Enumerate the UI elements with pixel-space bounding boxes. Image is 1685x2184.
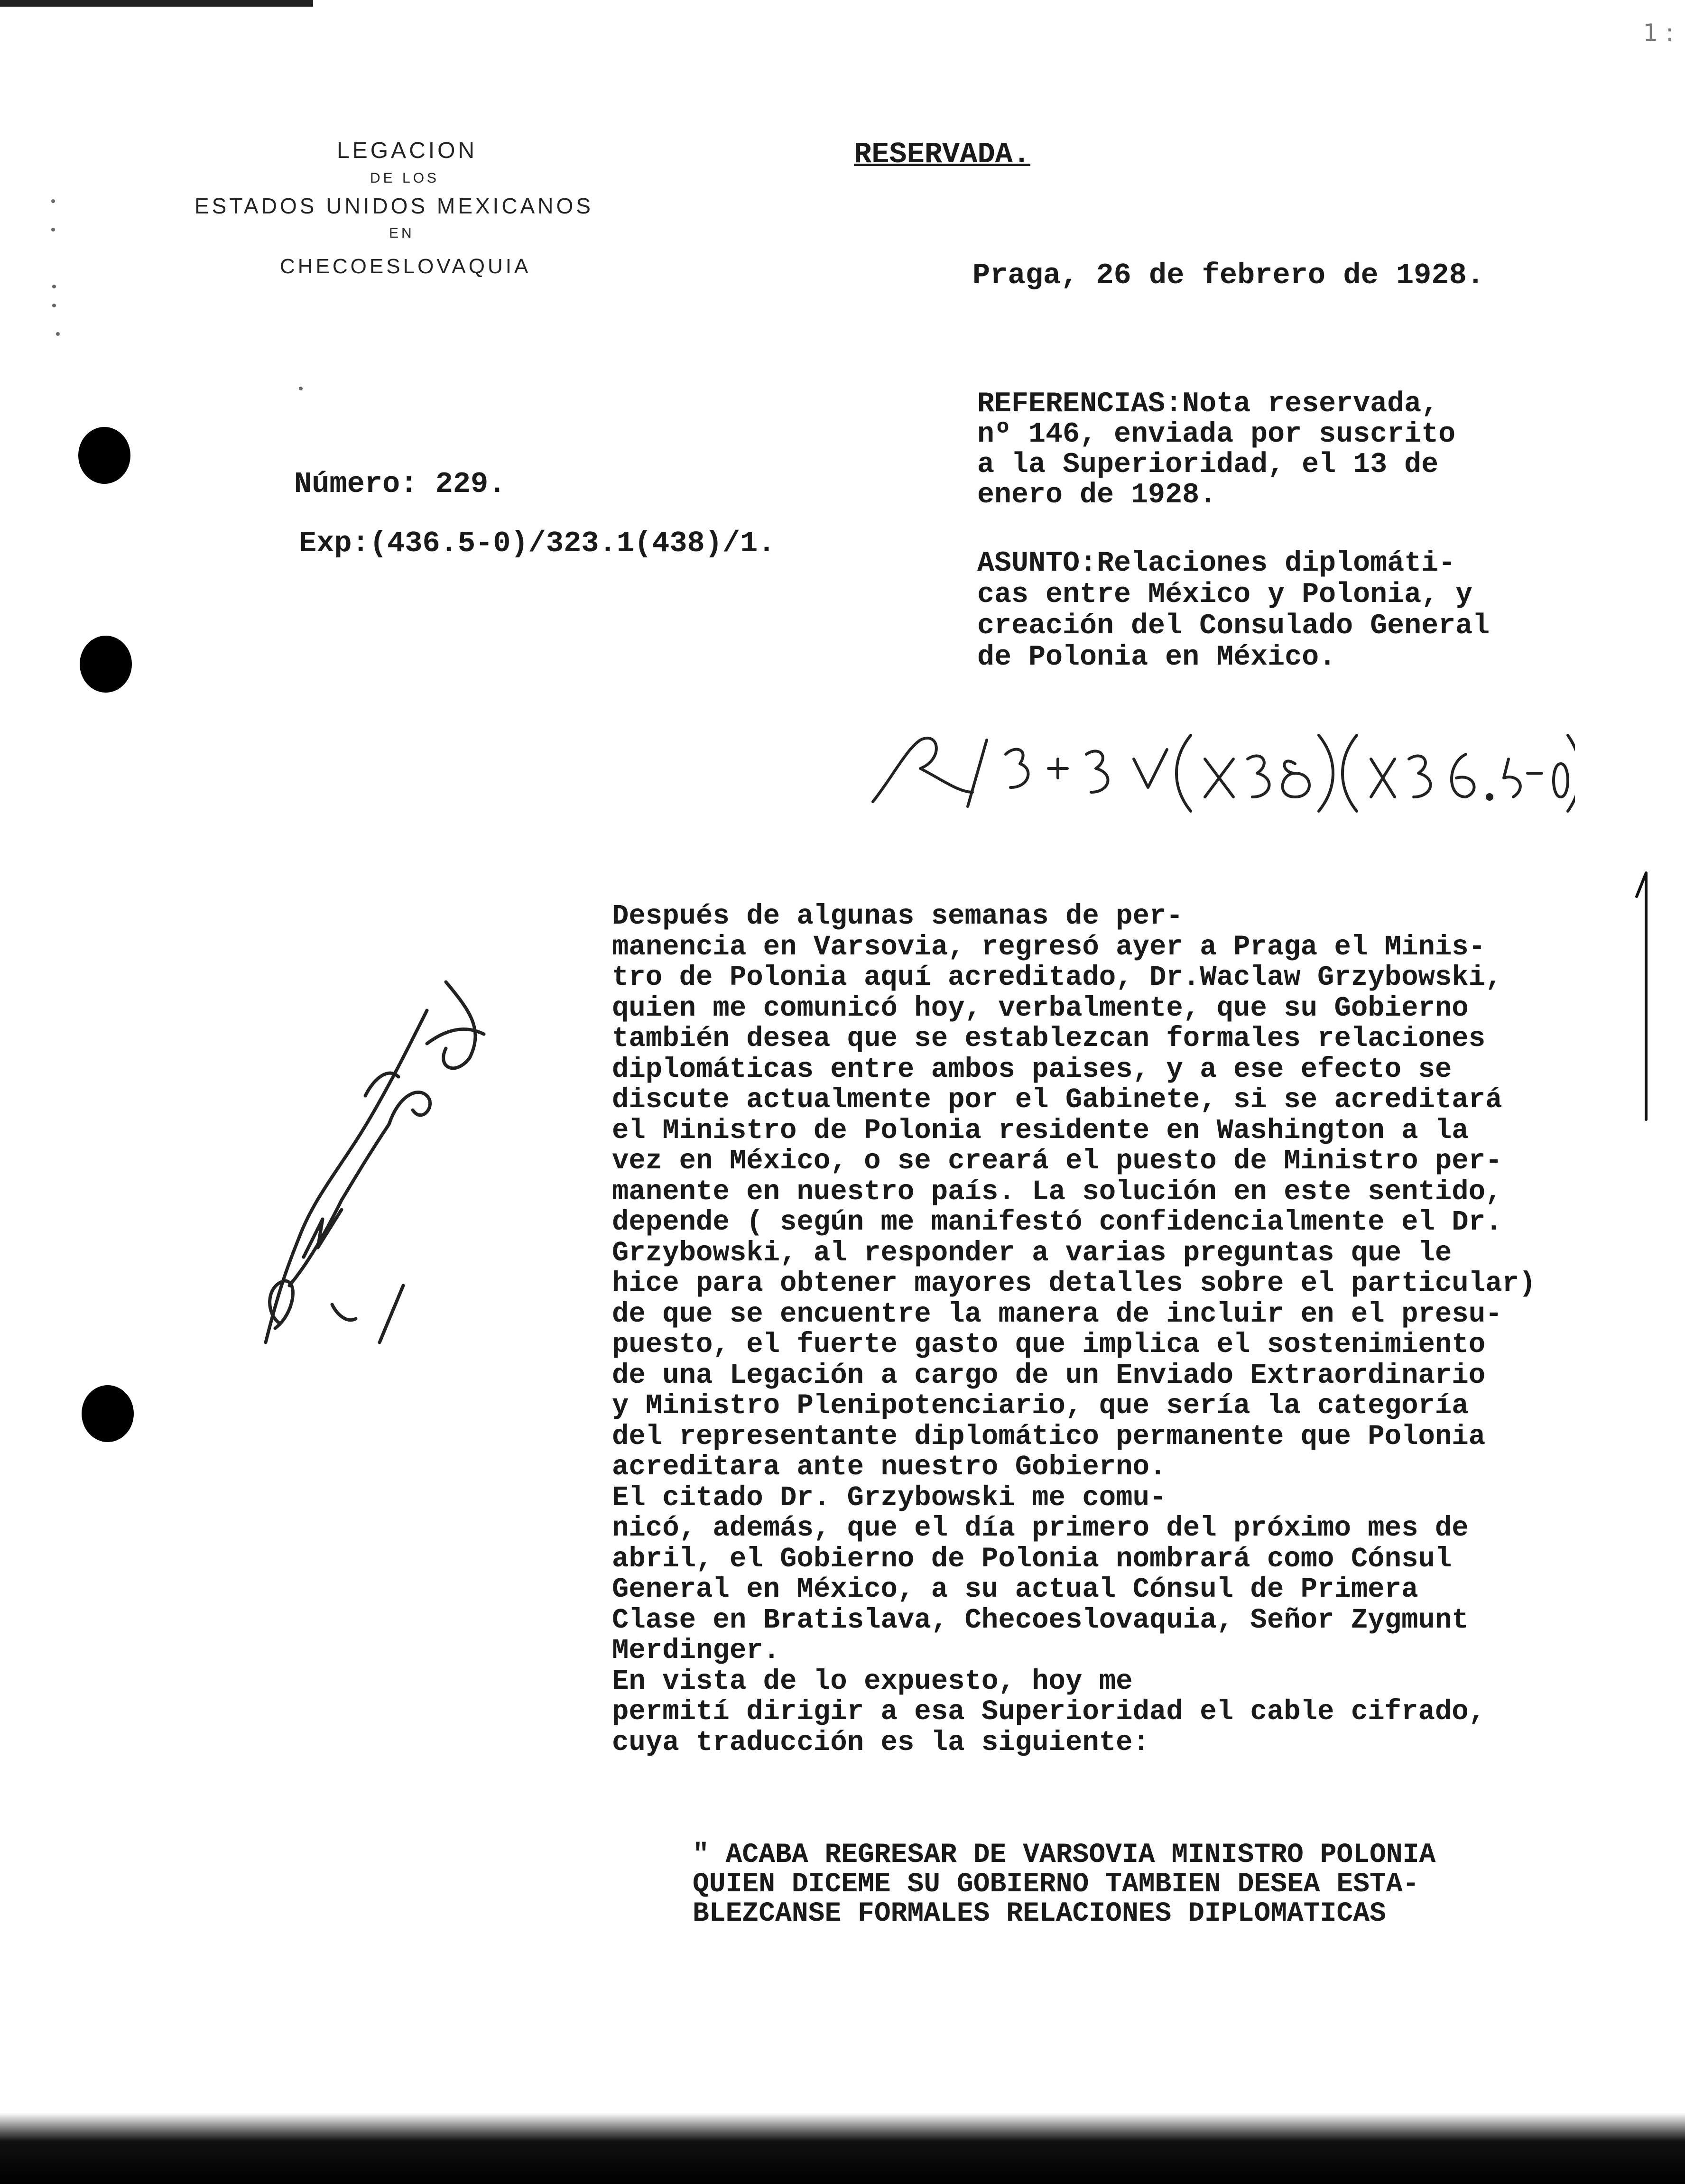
scan-speck <box>51 228 55 231</box>
handwritten-reference <box>863 721 1575 816</box>
letterhead-line-4: EN <box>389 225 415 241</box>
page-mark: 1 : <box>1643 19 1674 46</box>
scan-speck <box>51 199 55 203</box>
document-number: Número: 229. <box>294 467 506 501</box>
handwritten-signature <box>247 953 588 1357</box>
letterhead-line-1: LEGACION <box>337 138 478 163</box>
scan-speck <box>56 332 60 336</box>
document-date: Praga, 26 de febrero de 1928. <box>972 259 1484 292</box>
subject-block: ASUNTO:Relaciones diplomáti- cas entre México y Polonia, y creación del Consulado General de Polonia en México. <box>977 547 1490 674</box>
file-reference: Exp:(436.5-0)/323.1(438)/1. <box>299 527 776 560</box>
letter-body: Después de algunas semanas de per- manencia en Varsovia, regresó ayer a Praga el Minis- tro de Polonia aquí acreditado, Dr.Waclaw Grzybowski, quien me comunicó hoy, verbalmente, que su Gobierno también desea que se establezcan formales relaciones diplomáticas entre ambos paises, y a ese efecto se discute actualmente por el Gabinete, si se acreditará el Ministro de Polonia residente en Washington a la vez en México, o se creará el puesto de Ministro per- manente en nuestro país. La solución en este sentido, depende ( según me manifestó confidencialmente el Dr. Grzybowski, al responder a varias preguntas que le hice para obtener mayores detalles sobre el particular) de que se encuentre la manera de incluir en el presu- puesto, el fuerte gasto que implica el sostenimiento de una Legación a cargo de un Enviado Extraordinario y Ministro Plenipotenciario, que sería la categoría del representante diplomático permanente que Polonia acreditara ante nuestro Gobierno. El citado Dr. Grzybowski me comu- nicó, además, que el día primero del próximo mes de abril, el Gobierno de Polonia nombrará como Cónsul General en México, a su actual Cónsul de Primera Clase en Bratislava, Checoeslovaquia, Señor Zygmunt Merdinger. En vista de lo expuesto, hoy me permití dirigir a esa Superioridad el cable cifrado, cuya traducción es la siguiente: <box>612 900 1536 1758</box>
cable-translation: " ACABA REGRESAR DE VARSOVIA MINISTRO POLONIA QUIEN DICEME SU GOBIERNO TAMBIEN DESEA ESTA- BLEZCANSE FORMALES RELACIONES DIPLOMATICAS <box>693 1840 1436 1929</box>
letterhead-line-5: CHECOESLOVAQUIA <box>280 255 531 278</box>
references-block: REFERENCIAS:Nota reservada, nº 146, enviada por suscrito a la Superioridad, el 13 de enero de 1928. <box>977 388 1456 511</box>
letterhead-line-3: ESTADOS UNIDOS MEXICANOS <box>194 194 593 218</box>
scan-speck <box>299 387 303 390</box>
classification-heading: RESERVADA. <box>854 138 1031 171</box>
letterhead <box>161 138 636 278</box>
punch-hole-2 <box>80 636 132 693</box>
scan-speck <box>52 304 56 307</box>
scan-edge-bottom <box>0 2113 1685 2184</box>
scan-speck <box>52 285 56 288</box>
punch-hole-1 <box>78 427 130 484</box>
punch-hole-3 <box>82 1385 134 1442</box>
letterhead-line-2: DE LOS <box>370 170 440 186</box>
scan-edge-top <box>0 0 313 7</box>
